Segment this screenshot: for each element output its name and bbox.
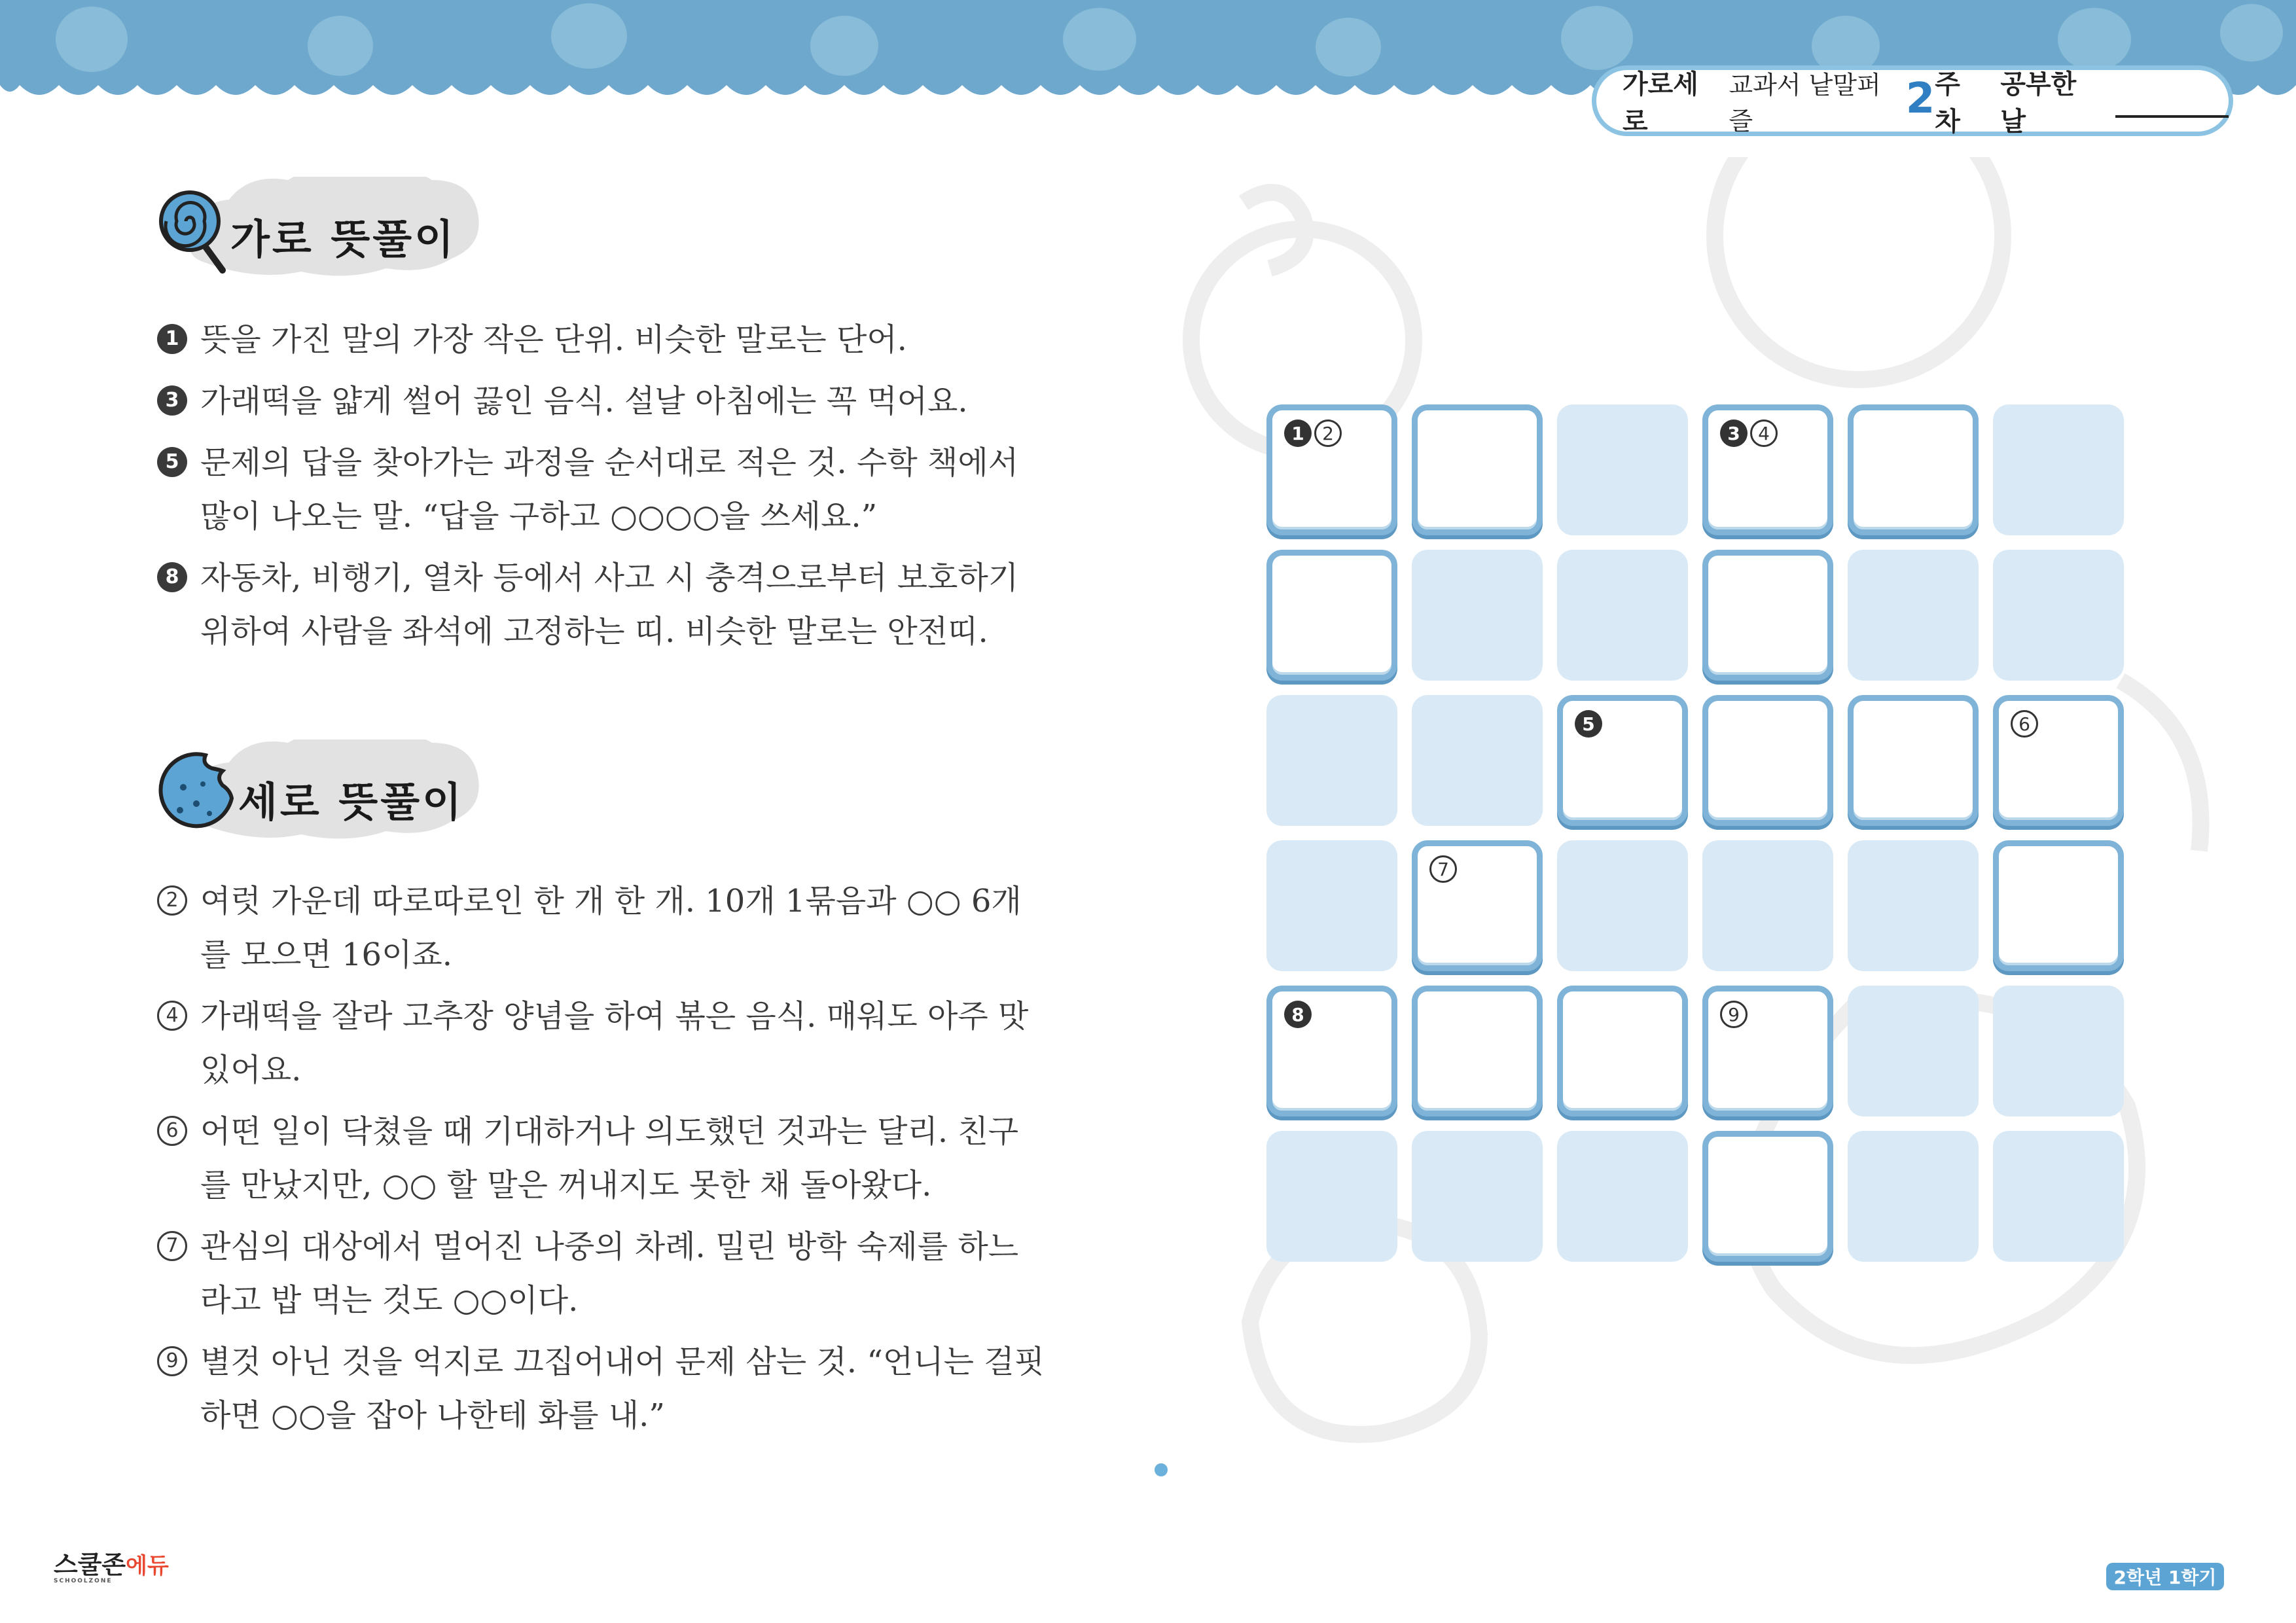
puzzle-cell-open[interactable] <box>1993 840 2124 971</box>
study-date-label: 공부한 날 <box>2000 69 2077 137</box>
cell-number-group <box>1284 1001 1312 1028</box>
puzzle-cell-open[interactable] <box>1702 550 1833 681</box>
series-name: 가로세로 <box>1623 69 1698 137</box>
week-unit: 주차 <box>1935 69 1960 137</box>
cell-number: 3 <box>1720 419 1748 447</box>
puzzle-cell-blank <box>1266 1131 1397 1262</box>
puzzle-cell-open[interactable] <box>1848 404 1979 535</box>
clue-text: 어떤 일이 닥쳤을 때 기대하거나 의도했던 것과는 달리. 친구를 만났지만, ○○ 할 말은 꺼내지도 못한 채 돌아왔다. <box>200 1113 1019 1204</box>
logo-sub-text: SCHOOLZONE <box>54 1578 113 1584</box>
cookie-icon <box>157 751 236 836</box>
clue-number: 3 <box>157 385 187 416</box>
cell-number: 7 <box>1429 855 1457 883</box>
puzzle-cell-blank <box>1412 695 1543 826</box>
puzzle-cell-blank <box>1557 404 1688 535</box>
lollipop-icon <box>157 188 229 274</box>
clue-number: 6 <box>157 1116 187 1146</box>
puzzle-cell-blank <box>1702 840 1833 971</box>
clue-number: 2 <box>157 885 187 916</box>
logo-main-text: 스쿨존 <box>54 1550 126 1579</box>
puzzle-cell-blank <box>1266 840 1397 971</box>
down-clue <box>157 1105 1047 1212</box>
cell-number-group <box>1720 1001 1748 1028</box>
puzzle-cell-blank <box>1412 1131 1543 1262</box>
clue-number: 1 <box>157 324 187 354</box>
cell-number-group <box>1284 419 1342 447</box>
down-title: 세로 뜻풀이 <box>238 778 465 826</box>
clue-text: 문제의 답을 찾아가는 과정을 순서대로 적은 것. 수학 책에서 많이 나오는 말. “답을 구하고 ○○○○을 쓰세요.” <box>200 444 1019 535</box>
clue-text: 관심의 대상에서 멀어진 나중의 차례. 밀린 방학 숙제를 하느라고 밥 먹는 것도 ○○이다. <box>200 1228 1019 1319</box>
puzzle-cell-blank <box>1993 404 2124 535</box>
puzzle-cell-blank <box>1557 1131 1688 1262</box>
week-number: 2 <box>1905 75 1935 123</box>
clue-number: 4 <box>157 1001 187 1031</box>
down-clue <box>157 1335 1047 1442</box>
puzzle-cell-open[interactable] <box>1412 840 1543 971</box>
puzzle-cell-open[interactable] <box>1266 550 1397 681</box>
grade-badge: 2학년 1학기 <box>2106 1563 2224 1590</box>
logo-accent-text: 에듀 <box>126 1553 169 1579</box>
study-date-blank[interactable] <box>2115 84 2229 118</box>
clue-number: 9 <box>157 1346 187 1376</box>
puzzle-cell-open[interactable] <box>1702 404 1833 535</box>
puzzle-cell-blank <box>1848 986 1979 1116</box>
cell-number: 6 <box>2011 710 2038 738</box>
puzzle-cell-open[interactable] <box>1412 404 1543 535</box>
down-clue <box>157 874 1047 982</box>
down-clue-list <box>157 874 1047 1442</box>
clue-number: 8 <box>157 562 187 592</box>
clue-text: 가래떡을 잘라 고추장 양념을 하여 볶은 음식. 매워도 아주 맛있어요. <box>200 998 1029 1088</box>
cell-number: 1 <box>1284 419 1312 447</box>
clue-text: 가래떡을 얇게 썰어 끓인 음식. 설날 아침에는 꼭 먹어요. <box>200 383 968 419</box>
puzzle-cell-blank <box>1557 840 1688 971</box>
clue-text: 뜻을 가진 말의 가장 작은 단위. 비슷한 말로는 단어. <box>200 321 907 358</box>
puzzle-cell-open[interactable] <box>1993 695 2124 826</box>
clue-text: 자동차, 비행기, 열차 등에서 사고 시 충격으로부터 보호하기 위하여 사람을 좌석에 고정하는 띠. 비슷한 말로는 안전띠. <box>200 560 1019 650</box>
cell-number-group <box>2011 710 2038 738</box>
clue-number: 5 <box>157 447 187 477</box>
puzzle-cell-open[interactable] <box>1266 986 1397 1116</box>
puzzle-cell-open[interactable] <box>1702 695 1833 826</box>
header-pill <box>1592 65 2233 136</box>
page-indicator-dot <box>1155 1463 1168 1476</box>
down-clue <box>157 990 1047 1097</box>
puzzle-cell-blank <box>1848 550 1979 681</box>
down-clue <box>157 1220 1047 1327</box>
crossword-grid <box>1266 404 2130 1268</box>
puzzle-cell-open[interactable] <box>1557 695 1688 826</box>
across-clue-list <box>157 313 1047 658</box>
book-title: 교과서 낱말퍼즐 <box>1729 71 1881 135</box>
puzzle-cell-open[interactable] <box>1266 404 1397 535</box>
puzzle-cell-blank <box>1993 550 2124 681</box>
down-heading <box>157 740 484 851</box>
across-title: 가로 뜻풀이 <box>230 215 457 263</box>
puzzle-cell-blank <box>1557 550 1688 681</box>
across-clue <box>157 313 1047 366</box>
clue-text: 여럿 가운데 따로따로인 한 개 한 개. 10개 1묶음과 ○○ 6개를 모으면 16이죠. <box>200 883 1022 973</box>
cell-number: 4 <box>1750 419 1778 447</box>
puzzle-cell-open[interactable] <box>1848 695 1979 826</box>
cell-number: 9 <box>1720 1001 1748 1028</box>
clue-number: 7 <box>157 1231 187 1261</box>
cell-number-group <box>1575 710 1602 738</box>
puzzle-cell-open[interactable] <box>1412 986 1543 1116</box>
puzzle-cell-open[interactable] <box>1557 986 1688 1116</box>
puzzle-cell-blank <box>1266 695 1397 826</box>
clue-text: 별것 아닌 것을 억지로 끄집어내어 문제 삼는 것. “언니는 걸핏하면 ○○을 잡아 나한테 화를 내.” <box>200 1344 1045 1434</box>
across-clue <box>157 551 1047 658</box>
puzzle-cell-blank <box>1848 840 1979 971</box>
puzzle-cell-blank <box>1993 986 2124 1116</box>
puzzle-cell-blank <box>1848 1131 1979 1262</box>
publisher-logo <box>54 1544 169 1584</box>
across-heading <box>157 177 484 288</box>
cell-number-group <box>1429 855 1457 883</box>
across-clue <box>157 374 1047 428</box>
puzzle-cell-blank <box>1412 550 1543 681</box>
puzzle-cell-open[interactable] <box>1702 986 1833 1116</box>
across-clue <box>157 436 1047 543</box>
cell-number: 8 <box>1284 1001 1312 1028</box>
puzzle-cell-blank <box>1993 1131 2124 1262</box>
puzzle-cell-open[interactable] <box>1702 1131 1833 1262</box>
cell-number-group <box>1720 419 1778 447</box>
cell-number: 5 <box>1575 710 1602 738</box>
cell-number: 2 <box>1314 419 1342 447</box>
